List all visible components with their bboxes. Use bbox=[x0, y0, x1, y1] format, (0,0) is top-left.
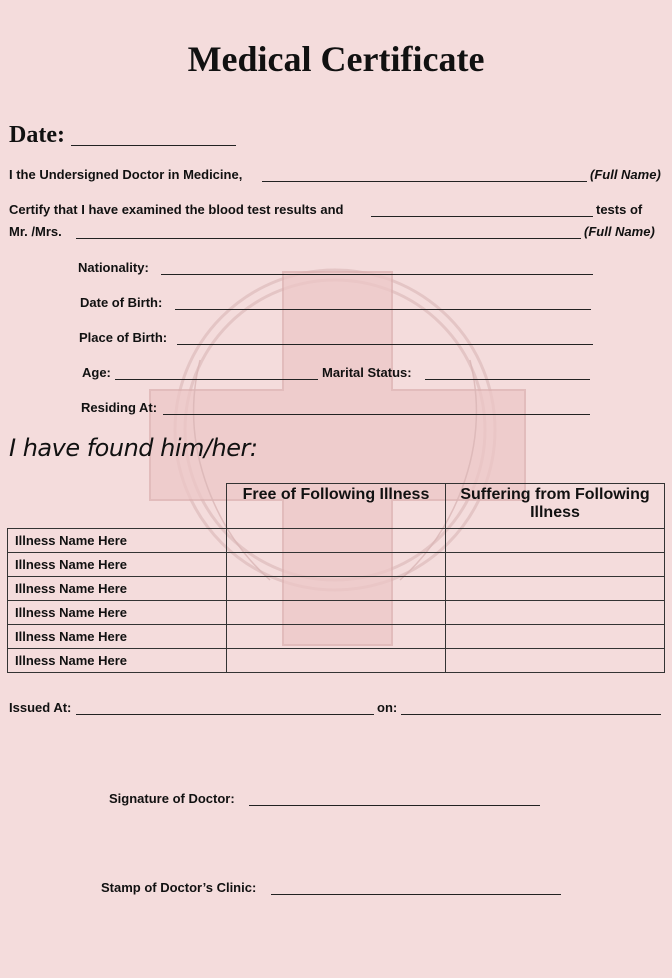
illness-name-cell: Illness Name Here bbox=[8, 529, 227, 553]
illness-name-cell: Illness Name Here bbox=[8, 649, 227, 673]
free-cell[interactable] bbox=[227, 649, 446, 673]
tests-of-label: tests of bbox=[596, 202, 643, 217]
table-row bbox=[8, 649, 665, 673]
nationality-label: Nationality: bbox=[78, 260, 149, 275]
table-row bbox=[8, 625, 665, 649]
illness-name-cell: Illness Name Here bbox=[8, 553, 227, 577]
table-header-row bbox=[8, 484, 665, 529]
found-heading: I have found him/her: bbox=[9, 434, 258, 462]
signature-label: Signature of Doctor: bbox=[109, 791, 235, 806]
col-suffering-header: Suffering from Following Illness bbox=[446, 484, 665, 529]
mr-mrs-label: Mr. /Mrs. bbox=[9, 224, 62, 239]
suffering-cell[interactable] bbox=[446, 553, 665, 577]
suffering-cell[interactable] bbox=[446, 529, 665, 553]
suffering-cell[interactable] bbox=[446, 649, 665, 673]
free-cell[interactable] bbox=[227, 553, 446, 577]
suffering-cell[interactable] bbox=[446, 601, 665, 625]
marital-status-line[interactable] bbox=[425, 379, 590, 380]
free-cell[interactable] bbox=[227, 529, 446, 553]
table-row bbox=[8, 529, 665, 553]
free-cell[interactable] bbox=[227, 577, 446, 601]
table-corner bbox=[8, 484, 227, 529]
full-name-hint-1: (Full Name) bbox=[590, 167, 661, 182]
suffering-cell[interactable] bbox=[446, 625, 665, 649]
tests-line[interactable] bbox=[371, 216, 593, 217]
page-title: Medical Certificate bbox=[187, 39, 485, 79]
issued-at-label: Issued At: bbox=[9, 700, 72, 715]
col-free-header: Free of Following Illness bbox=[227, 484, 446, 529]
illness-name-cell: Illness Name Here bbox=[8, 577, 227, 601]
stamp-line[interactable] bbox=[271, 894, 561, 895]
residing-line[interactable] bbox=[163, 414, 590, 415]
issued-at-line[interactable] bbox=[76, 714, 374, 715]
date-label: Date: bbox=[9, 122, 65, 148]
dob-label: Date of Birth: bbox=[80, 295, 163, 310]
signature-line[interactable] bbox=[249, 805, 540, 806]
table-row bbox=[8, 553, 665, 577]
on-label: on: bbox=[377, 700, 398, 715]
dob-line[interactable] bbox=[175, 309, 591, 310]
residing-label: Residing At: bbox=[81, 400, 158, 415]
illness-name-cell: Illness Name Here bbox=[8, 601, 227, 625]
doctor-name-line[interactable] bbox=[262, 181, 587, 182]
full-name-hint-2: (Full Name) bbox=[584, 224, 655, 239]
illness-name-cell: Illness Name Here bbox=[8, 625, 227, 649]
nationality-line[interactable] bbox=[161, 274, 593, 275]
pob-line[interactable] bbox=[177, 344, 593, 345]
undersigned-label: I the Undersigned Doctor in Medicine, bbox=[9, 167, 243, 182]
date-line[interactable] bbox=[71, 145, 236, 146]
patient-name-line[interactable] bbox=[76, 238, 581, 239]
age-label: Age: bbox=[82, 365, 111, 380]
certify-label: Certify that I have examined the blood test results and bbox=[9, 202, 344, 217]
pob-label: Place of Birth: bbox=[79, 330, 168, 345]
stamp-label: Stamp of Doctor’s Clinic: bbox=[101, 880, 257, 895]
free-cell[interactable] bbox=[227, 601, 446, 625]
table-row bbox=[8, 577, 665, 601]
age-line[interactable] bbox=[115, 379, 318, 380]
illness-table bbox=[7, 483, 665, 673]
suffering-cell[interactable] bbox=[446, 577, 665, 601]
issued-on-line[interactable] bbox=[401, 714, 661, 715]
free-cell[interactable] bbox=[227, 625, 446, 649]
marital-status-label: Marital Status: bbox=[322, 365, 412, 380]
table-row bbox=[8, 601, 665, 625]
